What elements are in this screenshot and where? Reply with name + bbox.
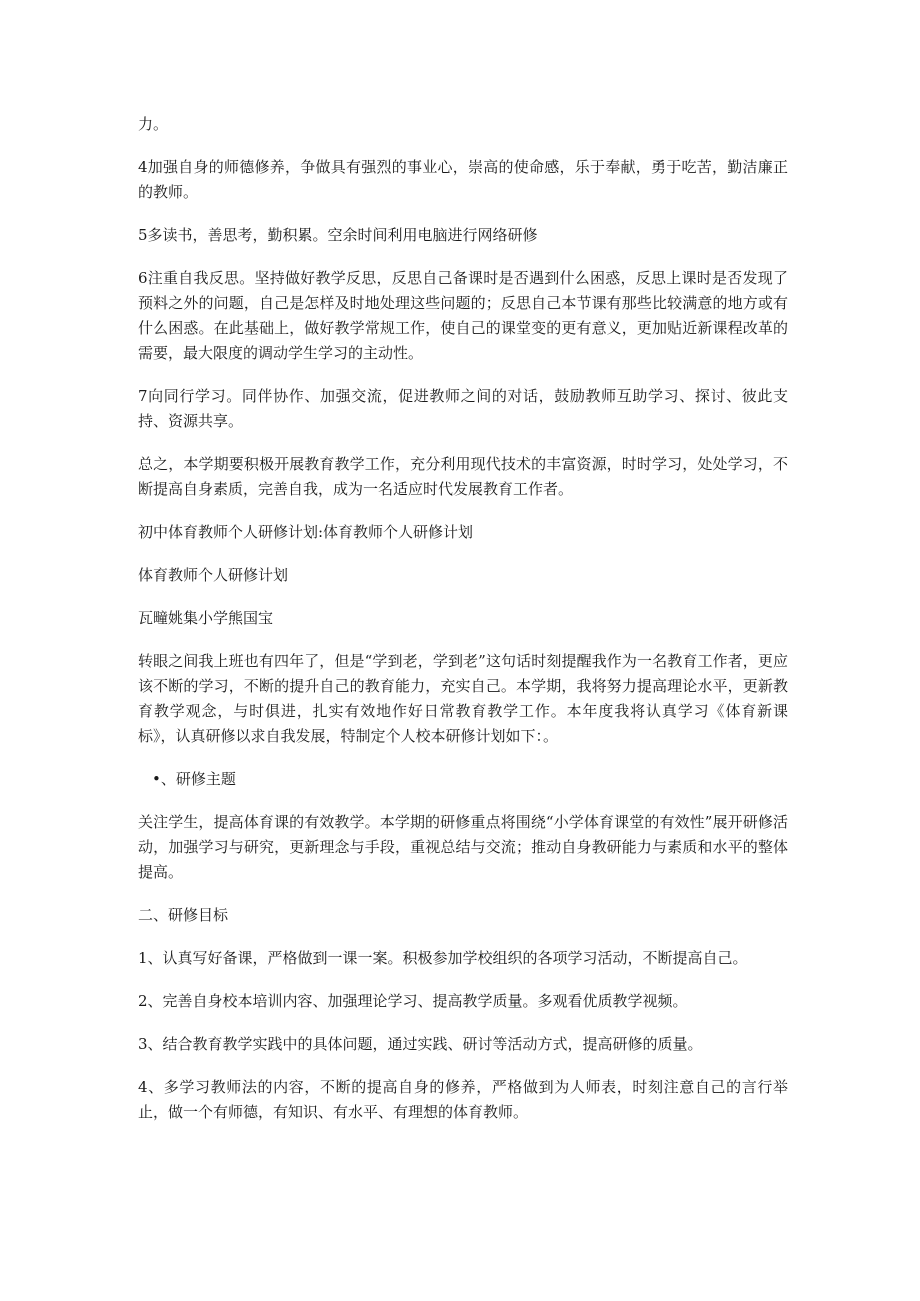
section-heading-goals: 二、研修目标 bbox=[138, 906, 229, 924]
document-title: 初中体育教师个人研修计划:体育教师个人研修计划 bbox=[138, 523, 474, 541]
goal-item-3: 3、结合教育教学实践中的具体问题，通过实践、研讨等活动方式，提高研修的质量。 bbox=[138, 1035, 703, 1053]
paragraph-summary: 总之，本学期要积极开展教育教学工作，充分利用现代技术的丰富资源，时时学习，处处学习，不断提高自身素质，完善自我，成为一名适应时代发展教育工作者。 bbox=[138, 455, 788, 498]
goal-item-2: 2、完善自身校本培训内容、加强理论学习、提高教学质量。多观看优质教学视频。 bbox=[138, 992, 688, 1010]
paragraph-item-7: 7向同行学习。同伴协作、加强交流，促进教师之间的对话，鼓励教师互助学习、探讨、彼此支持、资源共享。 bbox=[138, 387, 788, 430]
author-line: 瓦疃姚集小学熊国宝 bbox=[138, 609, 274, 627]
paragraph-item-5: 5多读书，善思考，勤积累。空余时间利用电脑进行网络研修 bbox=[138, 226, 538, 244]
section-heading-topic: •、研修主题 bbox=[152, 770, 236, 788]
document-body bbox=[138, 112, 788, 1143]
paragraph-item-4: 4加强自身的师德修养，争做具有强烈的事业心，崇高的使命感，乐于奉献，勇于吃苦，勤洁廉正的教师。 bbox=[138, 158, 788, 201]
goal-item-1: 1、认真写好备课，严格做到一课一案。积极参加学校组织的各项学习活动，不断提高自己。 bbox=[138, 949, 748, 967]
goal-item-4: 4、多学习教师法的内容，不断的提高自身的修养，严格做到为人师表，时刻注意自己的言行举止，做一个有师德，有知识、有水平、有理想的体育教师。 bbox=[138, 1078, 788, 1121]
paragraph-topic: 关注学生，提高体育课的有效教学。本学期的研修重点将围绕“小学体育课堂的有效性”展开研修活动，加强学习与研究，更新理念与手段，重视总结与交流；推动自身教研能力与素质和水平的整体提高。 bbox=[138, 813, 788, 881]
paragraph-item-6: 6注重自我反思。坚持做好教学反思，反思自己备课时是否遇到什么困惑，反思上课时是否发现了预料之外的问题，自己是怎样及时地处理这些问题的；反思自己本节课有那些比较满意的地方或有什么困惑。在此基础上，做好教学常规工作，使自己的课堂变的更有意义，更加贴近新课程改革的需要，最大限度的调动学生学习的主动性。 bbox=[138, 269, 788, 362]
paragraph-intro: 转眼之间我上班也有四年了，但是“学到老，学到老”这句话时刻提醒我作为一名教育工作者，更应该不断的学习，不断的提升自己的教育能力，充实自己。本学期，我将努力提高理论水平，更新教育教学观念，与时俱进，扎实有效地作好日常教育教学工作。本年度我将认真学习《体育新课标》，认真研修以求自我发展，特制定个人校本研修计划如下：。 bbox=[138, 652, 788, 745]
document-subtitle: 体育教师个人研修计划 bbox=[138, 566, 289, 584]
paragraph-continuation: 力。 bbox=[138, 115, 169, 133]
